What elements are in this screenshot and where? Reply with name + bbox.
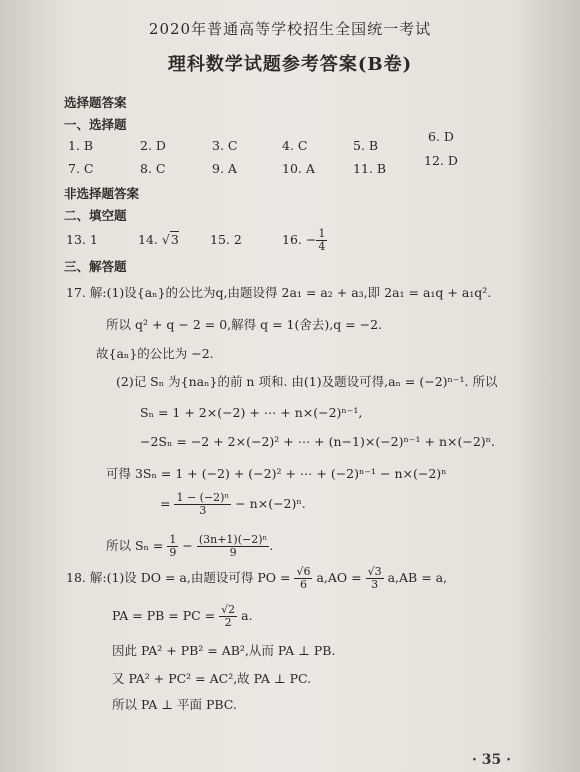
fill-answer-16: 16. − $\frac{1}{4}$ <box>282 227 326 253</box>
fill-answer-14: 14. √3 <box>138 232 179 247</box>
q17-line-9: 所以 Sₙ = $\frac{1}{9}$ − $\frac{\text{(3n+1)(−2)ⁿ}}{9}$ . <box>106 533 274 559</box>
exam-title: 2020年普通高等学校招生全国统一考试 <box>148 20 432 38</box>
nonchoice-section-title: 非选择题答案 <box>64 186 140 201</box>
answer-4: 4. C <box>282 138 308 153</box>
answer-12: 12. D <box>424 153 458 168</box>
q18-line-2: PA = PB = PC = $\frac{√2}{2}$ a. <box>112 603 253 629</box>
choice-section-title: 选择题答案 <box>64 95 127 110</box>
q17-line-3: 故{aₙ}的公比为 −2. <box>96 346 214 361</box>
q17-line-1: 17. 解:(1)设{aₙ}的公比为q,由题设得 2a₁ = a₂ + a₃,即 2a₁ = a₁q + a₁q². <box>66 285 492 300</box>
q18-line-5: 所以 PA ⊥ 平面 PBC. <box>112 697 237 712</box>
answer-9: 9. A <box>212 161 237 176</box>
answer-3: 3. C <box>212 138 238 153</box>
answer-2: 2. D <box>140 138 166 153</box>
answer-7: 7. C <box>68 161 94 176</box>
answer-11: 11. B <box>353 161 387 176</box>
answer-1: 1. B <box>68 138 94 153</box>
q17-line-4: (2)记 Sₙ 为{naₙ}的前 n 项和. 由(1)及题设可得,aₙ = (−2)ⁿ⁻¹. 所以 <box>116 374 498 389</box>
answer-6: 6. D <box>428 129 454 144</box>
q17-line-8: = $\frac{\text{1 − (−2)ⁿ}}{3}$ − n×(−2)ⁿ. <box>160 491 306 517</box>
page-title: 理科数学试题参考答案(B卷) <box>167 54 413 75</box>
q18-line-4: 又 PA² + PC² = AC²,故 PA ⊥ PC. <box>112 671 312 686</box>
fill-answer-13: 13. 1 <box>66 232 98 247</box>
q17-line-6: −2Sₙ = −2 + 2×(−2)² + ⋯ + (n−1)×(−2)ⁿ⁻¹ + n×(−2)ⁿ. <box>140 434 496 449</box>
answer-10: 10. A <box>282 161 315 176</box>
q17-line-7: 可得 3Sₙ = 1 + (−2) + (−2)² + ⋯ + (−2)ⁿ⁻¹ − n×(−2)ⁿ <box>106 466 447 481</box>
sqrt-symbol: √ <box>161 232 170 247</box>
q17-line-5: Sₙ = 1 + 2×(−2) + ⋯ + n×(−2)ⁿ⁻¹, <box>140 405 363 420</box>
answer-5: 5. B <box>353 138 379 153</box>
fill-part-title: 二、填空题 <box>64 208 127 223</box>
page-number: · 35 · <box>472 752 511 768</box>
choice-part-title: 一、选择题 <box>64 117 127 132</box>
q17-line-2: 所以 q² + q − 2 = 0,解得 q = 1(舍去),q = −2. <box>106 317 383 332</box>
answer-8: 8. C <box>140 161 166 176</box>
fill-answer-15: 15. 2 <box>210 232 242 247</box>
solve-part-title: 三、解答题 <box>64 259 127 274</box>
q18-line-3: 因此 PA² + PB² = AB²,从而 PA ⊥ PB. <box>112 643 336 658</box>
q18-line-1: 18. 解:(1)设 DO = a,由题设可得 PO = $\frac{√6}{6}$ a,AO = $\frac{√3}{3}$ a,AB = a, <box>66 565 448 591</box>
